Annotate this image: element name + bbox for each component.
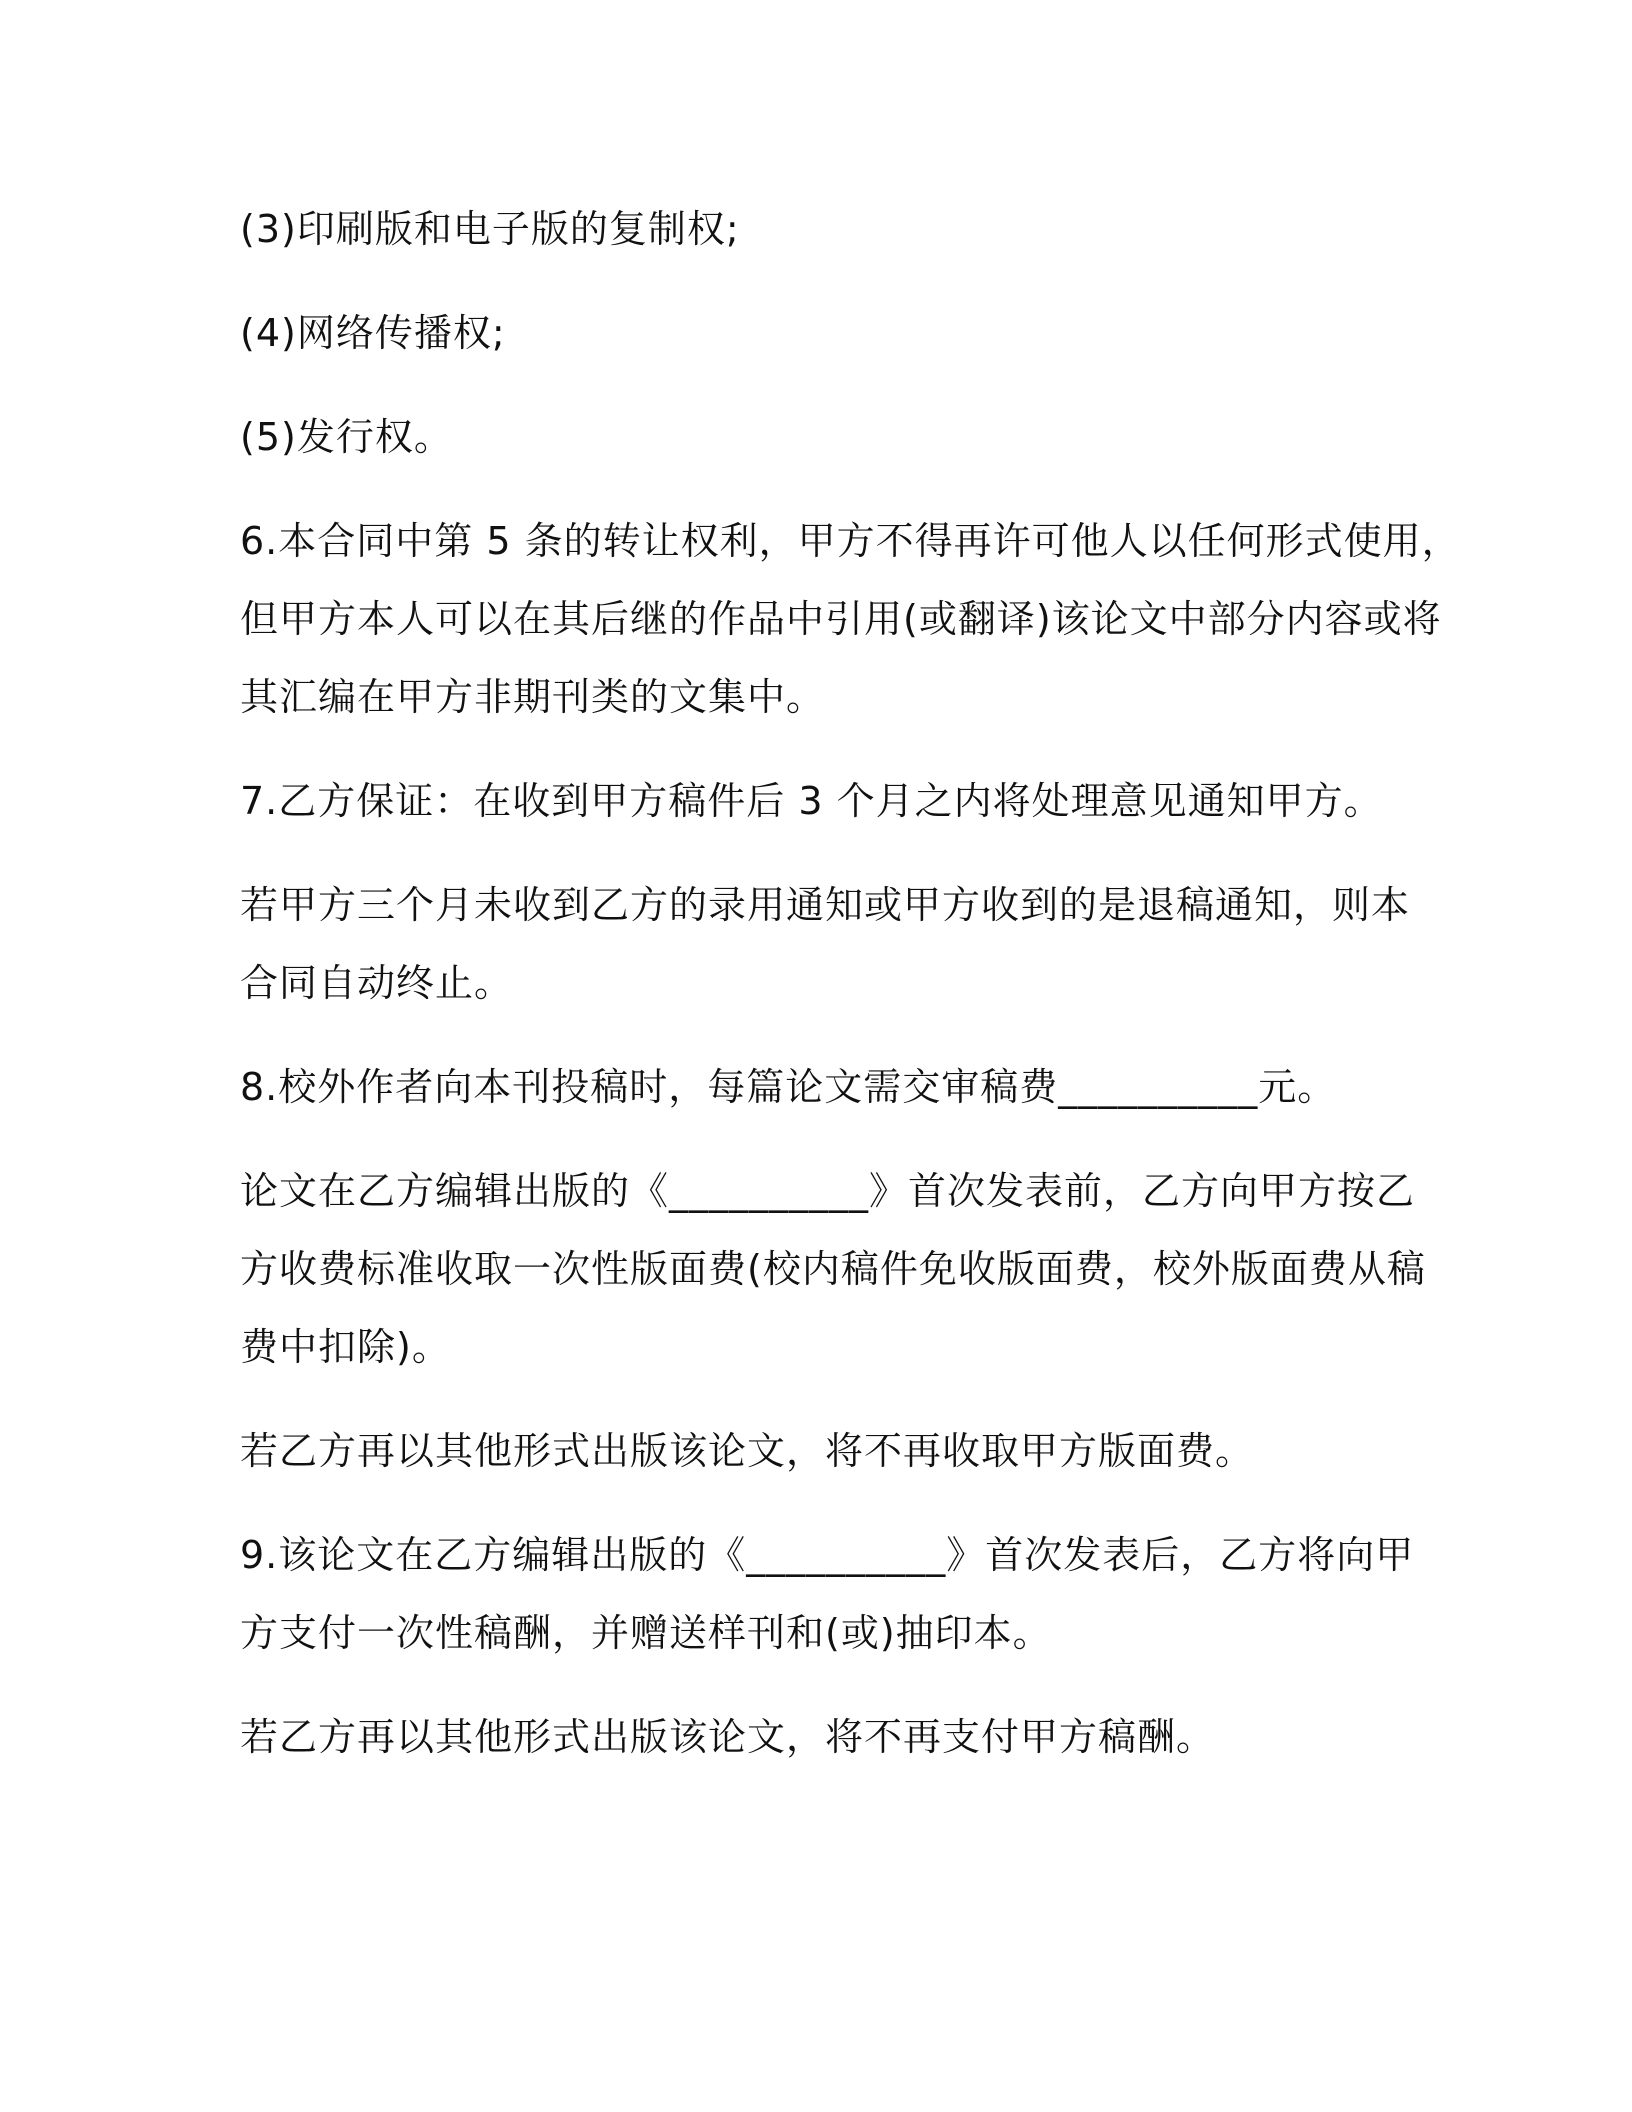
text-line: 其汇编在甲方非期刊类的文集中。 <box>240 675 826 719</box>
paragraph-clause-8-no-fee <box>240 1412 1420 1490</box>
text-line: 若乙方再以其他形式出版该论文，将不再收取甲方版面费。 <box>240 1429 1255 1473</box>
text-line: (5)发行权。 <box>240 415 453 459</box>
paragraph-clause-6 <box>240 502 1461 736</box>
paragraph-clause-8-layout-fee <box>240 1152 1426 1386</box>
text-line: (4)网络传播权; <box>240 311 506 355</box>
document-page <box>240 190 1461 1776</box>
paragraph-clause-9-no-remuneration <box>240 1698 1420 1776</box>
paragraph-item-5 <box>240 398 1420 476</box>
text-line: 方支付一次性稿酬，并赠送样刊和(或)抽印本。 <box>240 1611 1052 1655</box>
text-line: 7.乙方保证：在收到甲方稿件后 3 个月之内将处理意见通知甲方。 <box>240 779 1383 823</box>
paragraph-clause-9 <box>240 1516 1420 1672</box>
text-line: 若甲方三个月未收到乙方的录用通知或甲方收到的是退稿通知，则本 <box>240 883 1411 927</box>
text-line: 9.该论文在乙方编辑出版的《__________》首次发表后，乙方将向甲 <box>240 1533 1415 1577</box>
text-line: 费中扣除)。 <box>240 1325 451 1369</box>
paragraph-item-3 <box>240 190 1420 268</box>
text-line: 8.校外作者向本刊投稿时，每篇论文需交审稿费__________元。 <box>240 1065 1337 1109</box>
text-line: 但甲方本人可以在其后继的作品中引用(或翻译)该论文中部分内容或将 <box>240 597 1442 641</box>
text-line: 6.本合同中第 5 条的转让权利，甲方不得再许可他人以任何形式使用， <box>240 519 1461 563</box>
paragraph-clause-7-termination <box>240 866 1420 1022</box>
paragraph-clause-7 <box>240 762 1420 840</box>
text-line: 论文在乙方编辑出版的《__________》首次发表前，乙方向甲方按乙 <box>240 1169 1416 1213</box>
text-line: 方收费标准收取一次性版面费(校内稿件免收版面费，校外版面费从稿 <box>240 1247 1426 1291</box>
text-line: 若乙方再以其他形式出版该论文，将不再支付甲方稿酬。 <box>240 1715 1216 1759</box>
text-line: 合同自动终止。 <box>240 961 514 1005</box>
text-line: (3)印刷版和电子版的复制权; <box>240 207 740 251</box>
paragraph-item-4 <box>240 294 1420 372</box>
paragraph-clause-8 <box>240 1048 1420 1126</box>
